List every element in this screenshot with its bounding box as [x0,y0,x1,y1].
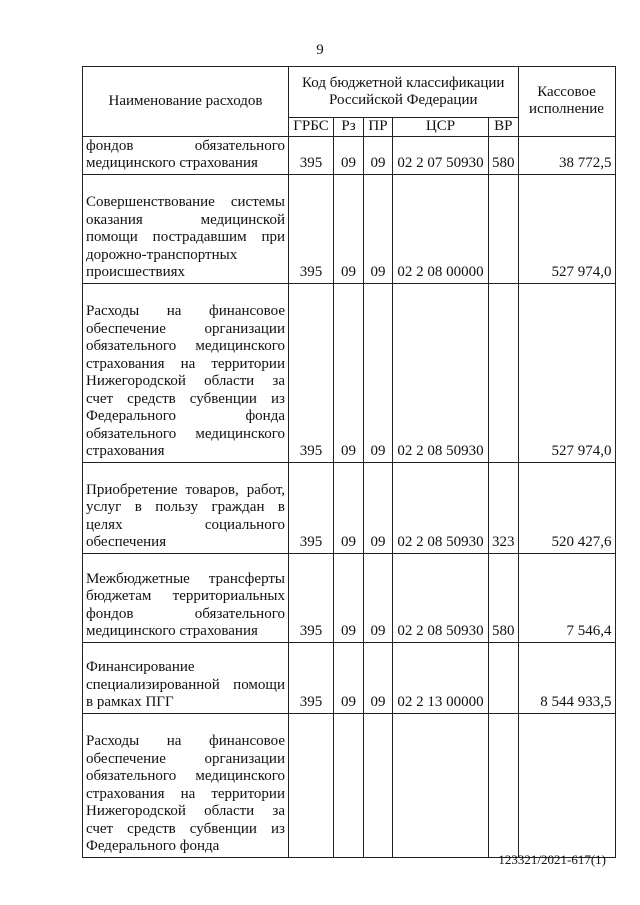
row-pr [364,713,393,857]
row-name: Приобретение товаров, работ, услуг в пользу граждан в целях социального обеспечения [83,462,289,553]
row-amount: 520 427,6 [518,462,615,553]
row-grbs: 395 [289,462,334,553]
budget-table [82,66,616,858]
row-amount: 38 772,5 [518,136,615,174]
row-csr: 02 2 13 00000 [393,642,489,713]
row-amount: 7 546,4 [518,553,615,642]
row-rz: 09 [334,136,364,174]
row-rz: 09 [334,642,364,713]
header-execution: Кассовое исполнение [518,67,615,137]
row-vr: 580 [489,136,519,174]
table-row [83,713,616,857]
row-vr [489,713,519,857]
row-rz: 09 [334,462,364,553]
row-rz: 09 [334,553,364,642]
row-pr: 09 [364,553,393,642]
row-name: Межбюджетные трансферты бюджетам территориальных фондов обязательного медицинского страхования [83,553,289,642]
row-csr: 02 2 08 50930 [393,283,489,462]
table-row [83,642,616,713]
table-row [83,283,616,462]
page-number: 9 [316,42,324,58]
row-pr: 09 [364,136,393,174]
table-row [83,462,616,553]
table-header [83,67,616,137]
row-name: Совершенствование системы оказания медицинской помощи пострадавшим при дорожно-транспортных происшествиях [83,174,289,283]
row-amount: 527 974,0 [518,283,615,462]
row-pr: 09 [364,174,393,283]
row-pr: 09 [364,283,393,462]
table-row [83,136,616,174]
row-grbs: 395 [289,283,334,462]
row-vr: 580 [489,553,519,642]
row-amount: 527 974,0 [518,174,615,283]
header-csr: ЦСР [393,118,489,137]
row-vr [489,283,519,462]
table-row [83,553,616,642]
row-vr [489,174,519,283]
row-grbs: 395 [289,553,334,642]
header-rz: Рз [334,118,364,137]
row-amount [518,713,615,857]
row-rz [334,713,364,857]
row-pr: 09 [364,642,393,713]
row-name: Расходы на финансовое обеспечение организации обязательного медицинского страхования на территории Нижегородской области за счет средств субвенции из Федерального фонда [83,713,289,857]
document-number: 123321/2021-617(1) [498,852,606,867]
row-csr: 02 2 08 50930 [393,553,489,642]
row-csr: 02 2 08 00000 [393,174,489,283]
row-csr [393,713,489,857]
row-grbs: 395 [289,136,334,174]
row-grbs: 395 [289,642,334,713]
row-grbs: 395 [289,174,334,283]
row-vr [489,642,519,713]
row-name: Расходы на финансовое обеспечение организации обязательного медицинского страхования на территории Нижегородской области за счет средств субвенции из Федерального фонда обязательного медицинского страхования [83,283,289,462]
row-rz: 09 [334,283,364,462]
row-pr: 09 [364,462,393,553]
header-name: Наименование расходов [83,67,289,137]
row-name: Финансирование специализированной помощи в рамках ПГГ [83,642,289,713]
row-csr: 02 2 07 50930 [393,136,489,174]
table-body [83,136,616,857]
header-vr: ВР [489,118,519,137]
header-pr: ПР [364,118,393,137]
row-vr: 323 [489,462,519,553]
row-name: фондов обязательного медицинского страхования [83,136,289,174]
row-amount: 8 544 933,5 [518,642,615,713]
row-rz: 09 [334,174,364,283]
row-csr: 02 2 08 50930 [393,462,489,553]
header-code-group: Код бюджетной классификации Российской Федерации [289,67,519,118]
row-grbs [289,713,334,857]
table-row [83,174,616,283]
header-grbs: ГРБС [289,118,334,137]
